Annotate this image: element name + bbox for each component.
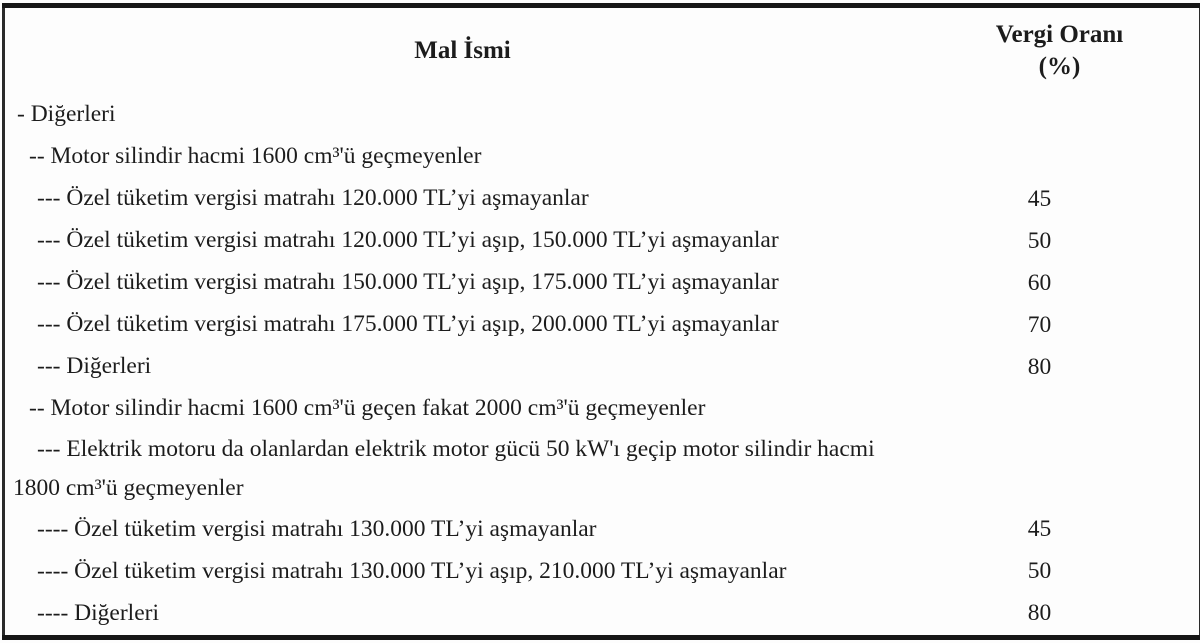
mal-ismi-cell: --- Özel tüketim vergisi matrahı 150.000 TL’yi aşıp, 175.000 TL’yi aşmayanlar [37, 269, 779, 296]
mal-ismi-cell: - Diğerleri [17, 101, 116, 128]
table-row [4, 220, 1200, 262]
table-row [4, 551, 1200, 593]
vergi-orani-cell: 80 [1027, 353, 1052, 380]
mal-ismi-cell: ---- Özel tüketim vergisi matrahı 130.000 TL’yi aşmayanlar [37, 516, 597, 543]
vergi-orani-cell: 70 [1027, 311, 1052, 338]
vergi-orani-cell [920, 388, 1200, 430]
mal-ismi-cell: --- Diğerleri [37, 353, 152, 380]
column-header-vergi-orani-label: Vergi Oranı [995, 20, 1124, 48]
vergi-orani-cell: 50 [1027, 558, 1052, 585]
column-header-vergi-orani [920, 6, 1200, 95]
table-row [4, 388, 1200, 430]
mal-ismi-cell: --- Özel tüketim vergisi matrahı 120.000 TL’yi aşmayanlar [37, 185, 589, 212]
mal-ismi-cell: --- Özel tüketim vergisi matrahı 175.000 TL’yi aşıp, 200.000 TL’yi aşmayanlar [37, 311, 779, 338]
table-body [4, 94, 1200, 637]
table-row [4, 509, 1200, 551]
column-header-mal-ismi-label: Mal İsmi [414, 36, 511, 64]
table-row [4, 136, 1200, 178]
mal-ismi-cell: ---- Özel tüketim vergisi matrahı 130.000 TL’yi aşıp, 210.000 TL’yi aşmayanlar [37, 558, 787, 585]
tax-rate-table [2, 3, 1200, 640]
table-header [4, 6, 1200, 95]
mal-ismi-cell: ---- Diğerleri [37, 600, 159, 627]
column-header-mal-ismi [4, 6, 921, 95]
vergi-orani-cell [920, 136, 1200, 178]
column-header-percent-label: (%) [1038, 53, 1081, 80]
mal-ismi-cell: -- Motor silindir hacmi 1600 cm³'ü geçmeyenler [29, 143, 482, 170]
table-row [4, 262, 1200, 304]
mal-ismi-cell: -- Motor silindir hacmi 1600 cm³'ü geçen fakat 2000 cm³'ü geçmeyenler [29, 395, 706, 422]
table-row [4, 346, 1200, 388]
vergi-orani-cell: 45 [1027, 185, 1052, 212]
table-row [4, 304, 1200, 346]
mal-ismi-cell: --- Elektrik motoru da olanlardan elektrik motor gücü 50 kW'ı geçip motor silindir hacmi 1800 cm³'ü geçmeyenler [13, 436, 875, 502]
vergi-orani-cell [920, 430, 1200, 509]
header-row [4, 6, 1200, 95]
vergi-orani-cell: 45 [1027, 516, 1052, 543]
vergi-orani-cell: 80 [1027, 600, 1052, 627]
vergi-orani-cell [920, 94, 1200, 136]
vergi-orani-cell: 60 [1027, 269, 1052, 296]
table-row [4, 178, 1200, 220]
vergi-orani-cell: 50 [1027, 227, 1052, 254]
table-row [4, 593, 1200, 638]
mal-ismi-cell: --- Özel tüketim vergisi matrahı 120.000 TL’yi aşıp, 150.000 TL’yi aşmayanlar [37, 227, 779, 254]
table-row [4, 94, 1200, 136]
table-row [4, 430, 1200, 509]
